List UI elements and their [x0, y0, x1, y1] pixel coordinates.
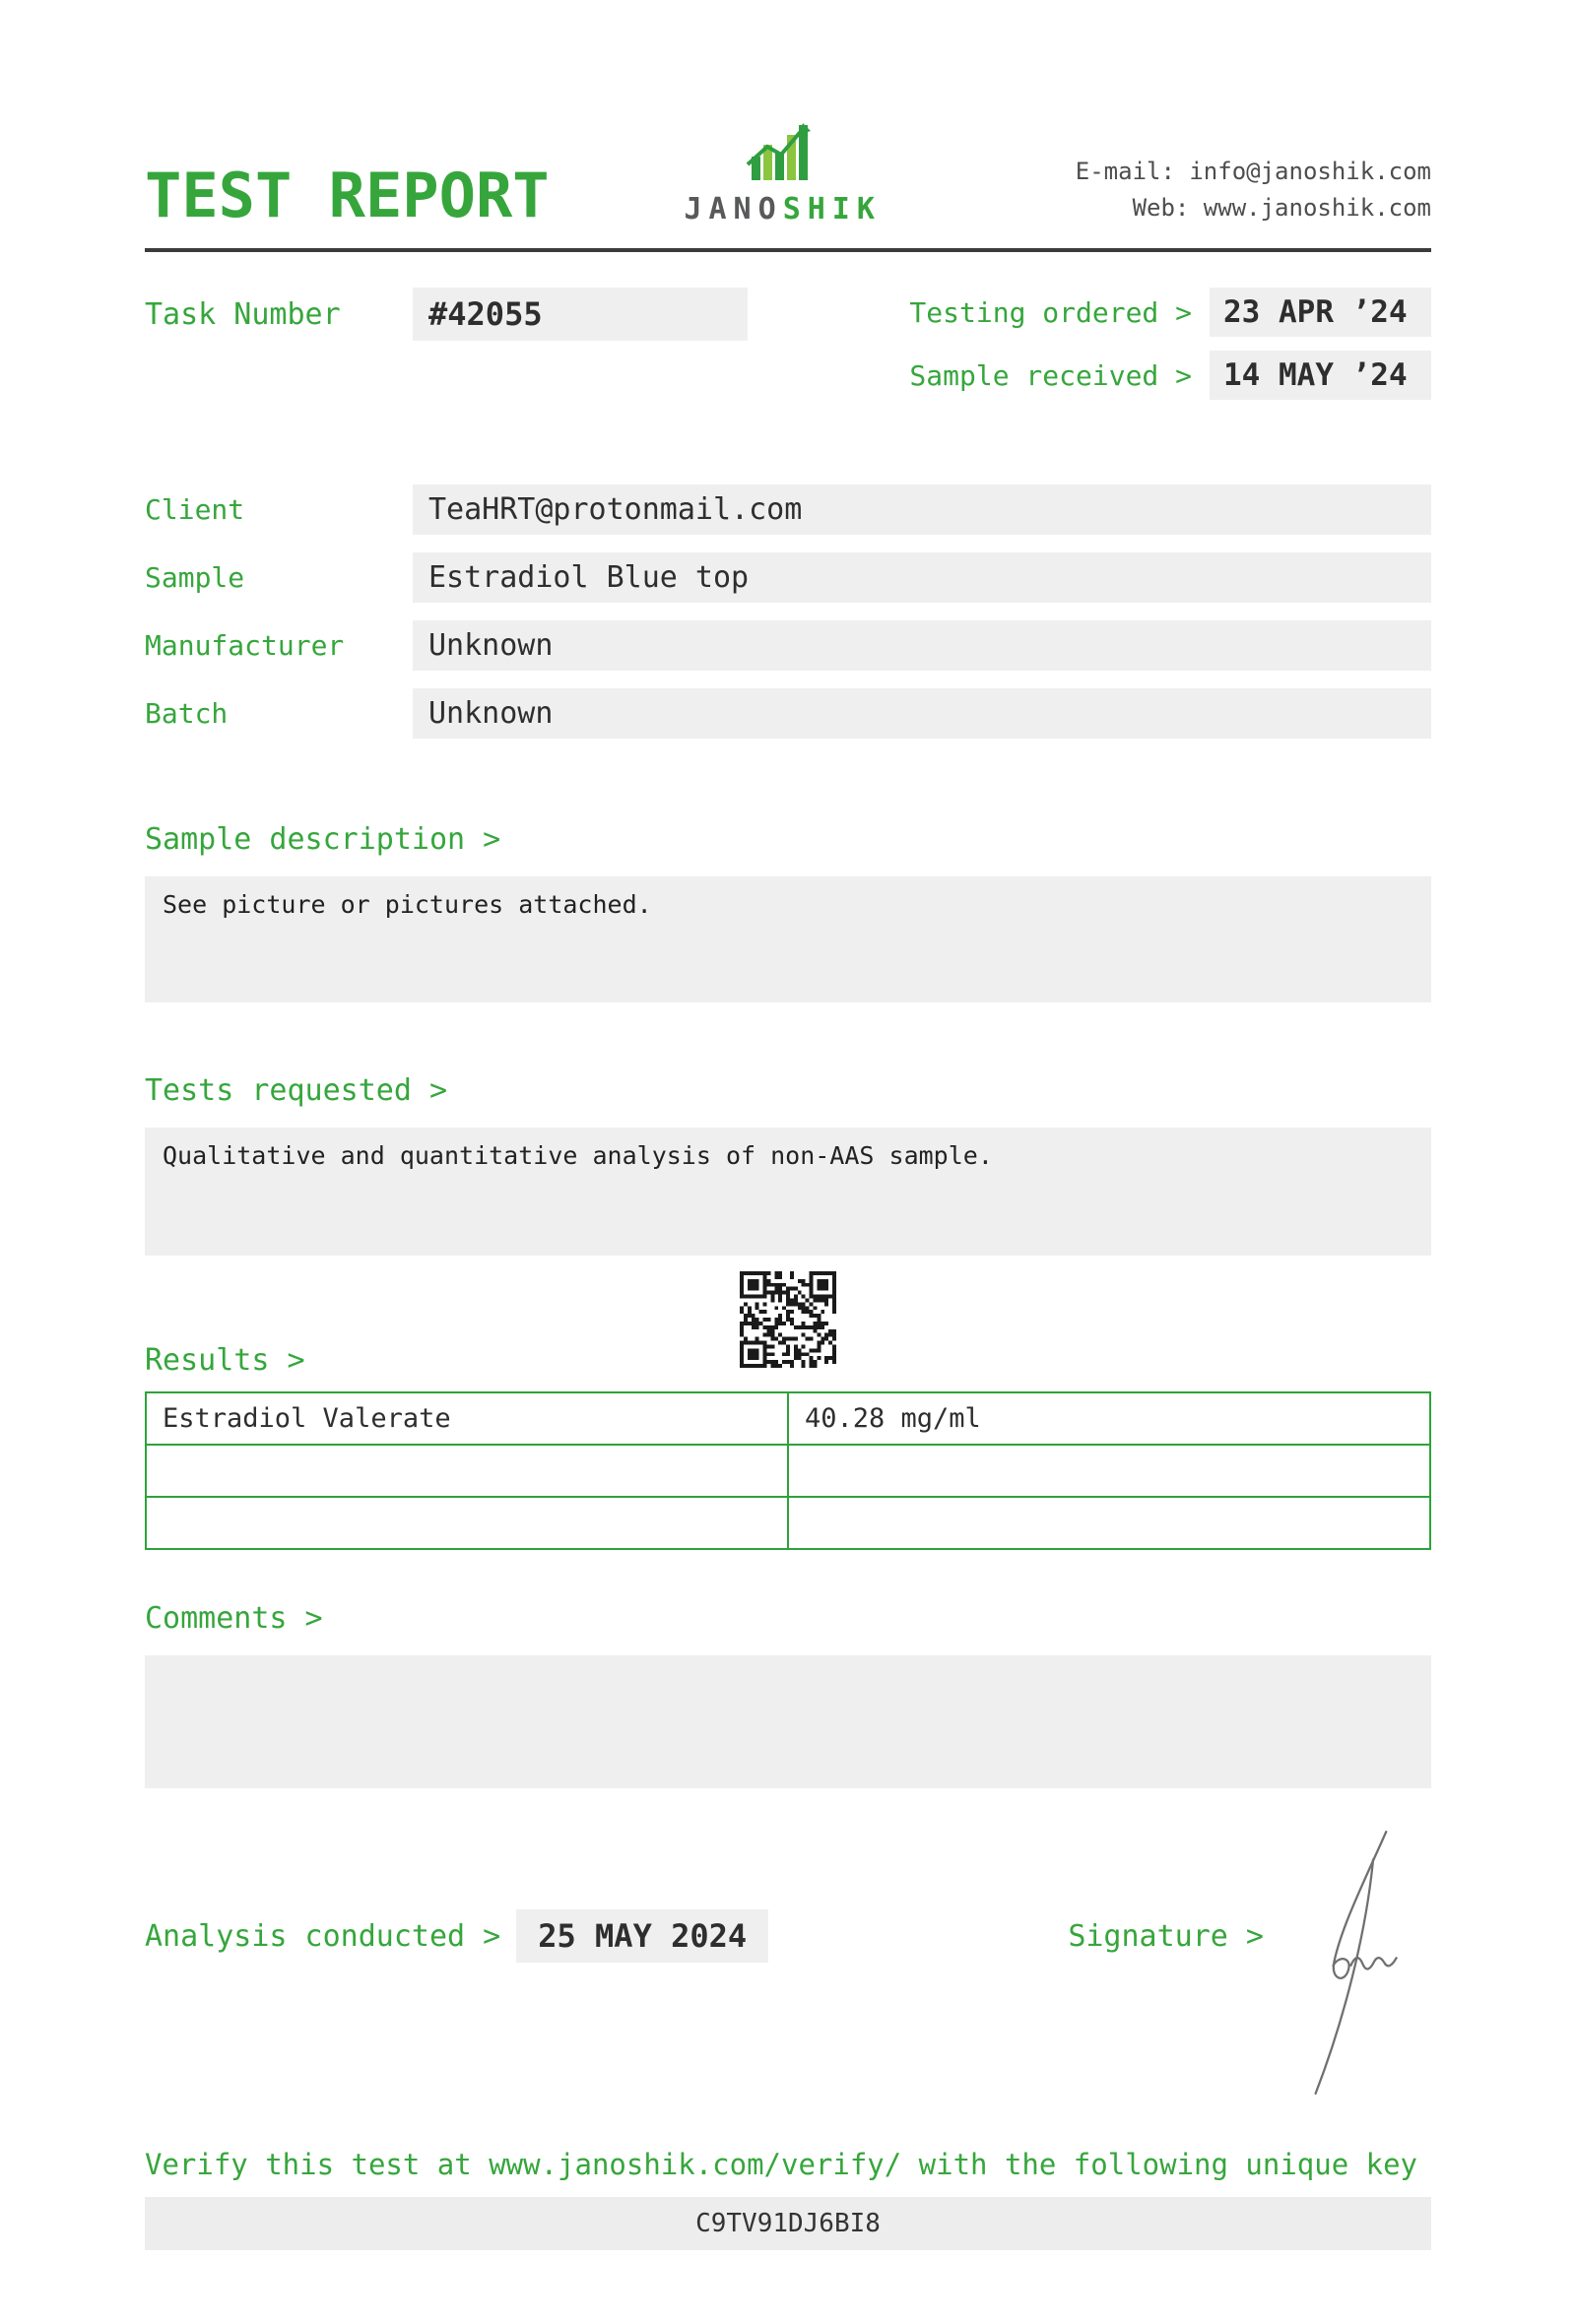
sample-received-row [909, 351, 1431, 400]
order-dates-group [909, 288, 1431, 400]
manufacturer-value: Unknown [413, 620, 1431, 671]
verify-instruction: Verify this test at www.janoshik.com/verify/ with the following unique key [145, 2148, 1418, 2181]
result-value-cell: 40.28 mg/ml [788, 1392, 1430, 1445]
sample-description-body: See picture or pictures attached. [145, 876, 1431, 1002]
results-table-row [146, 1392, 1430, 1445]
results-section-header [145, 1271, 1431, 1378]
testing-ordered-row [909, 288, 1431, 337]
result-substance-cell [146, 1497, 788, 1549]
unique-key: C9TV91DJ6BI8 [145, 2197, 1431, 2250]
batch-label: Batch [145, 697, 229, 730]
comments-body [145, 1655, 1431, 1788]
task-number-value: #42055 [413, 288, 748, 341]
signature-label: Signature > [1068, 1918, 1264, 1954]
sample-received-value: 14 MAY ’24 [1210, 351, 1431, 400]
testing-ordered-value: 23 APR ’24 [1210, 288, 1431, 337]
logo-text-shik: SHIK [782, 192, 882, 226]
tests-requested-body: Qualitative and quantitative analysis of non-AAS sample. [145, 1128, 1431, 1256]
results-table-row [146, 1497, 1430, 1549]
janoshik-logo [684, 121, 882, 226]
analysis-conducted-label: Analysis conducted > [145, 1918, 501, 1954]
logo-text-jano: JANO [684, 192, 783, 226]
testing-ordered-label: Testing ordered > [909, 295, 1192, 329]
sample-received-label: Sample received > [909, 358, 1192, 392]
task-number-label: Task Number [145, 296, 341, 332]
sample-label: Sample [145, 561, 245, 594]
report-header [145, 89, 1431, 231]
result-substance-cell: Estradiol Valerate [146, 1392, 788, 1445]
detail-row-sample [145, 552, 1431, 603]
client-value: TeaHRT@protonmail.com [413, 484, 1431, 535]
results-heading: Results > [145, 1343, 305, 1378]
logo-wordmark [684, 192, 882, 226]
bar-chart-logo-icon [738, 121, 828, 186]
detail-row-batch [145, 688, 1431, 739]
sample-value: Estradiol Blue top [413, 552, 1431, 603]
contact-web: Web: www.janoshik.com [1132, 193, 1431, 222]
task-meta-row [145, 288, 1431, 400]
signature-scribble [1277, 1820, 1407, 2107]
result-substance-cell [146, 1445, 788, 1497]
results-table [145, 1391, 1431, 1550]
detail-row-manufacturer [145, 620, 1431, 671]
comments-heading: Comments > [145, 1601, 323, 1636]
analysis-conducted-value: 25 MAY 2024 [516, 1909, 768, 1963]
task-number-group [145, 288, 748, 341]
sample-description-heading: Sample description > [145, 822, 501, 857]
contact-email: E-mail: info@janoshik.com [1075, 157, 1431, 185]
results-table-row [146, 1445, 1430, 1497]
tests-requested-heading: Tests requested > [145, 1073, 448, 1108]
detail-row-client [145, 484, 1431, 535]
sample-details [145, 484, 1431, 739]
manufacturer-label: Manufacturer [145, 629, 345, 662]
batch-value: Unknown [413, 688, 1431, 739]
result-value-cell [788, 1445, 1430, 1497]
result-value-cell [788, 1497, 1430, 1549]
analysis-signature-row [145, 1906, 1431, 1966]
qr-code [740, 1271, 836, 1368]
report-title: TEST REPORT [145, 160, 550, 231]
header-divider [145, 248, 1431, 252]
contact-info [1076, 154, 1431, 226]
client-label: Client [145, 493, 245, 526]
